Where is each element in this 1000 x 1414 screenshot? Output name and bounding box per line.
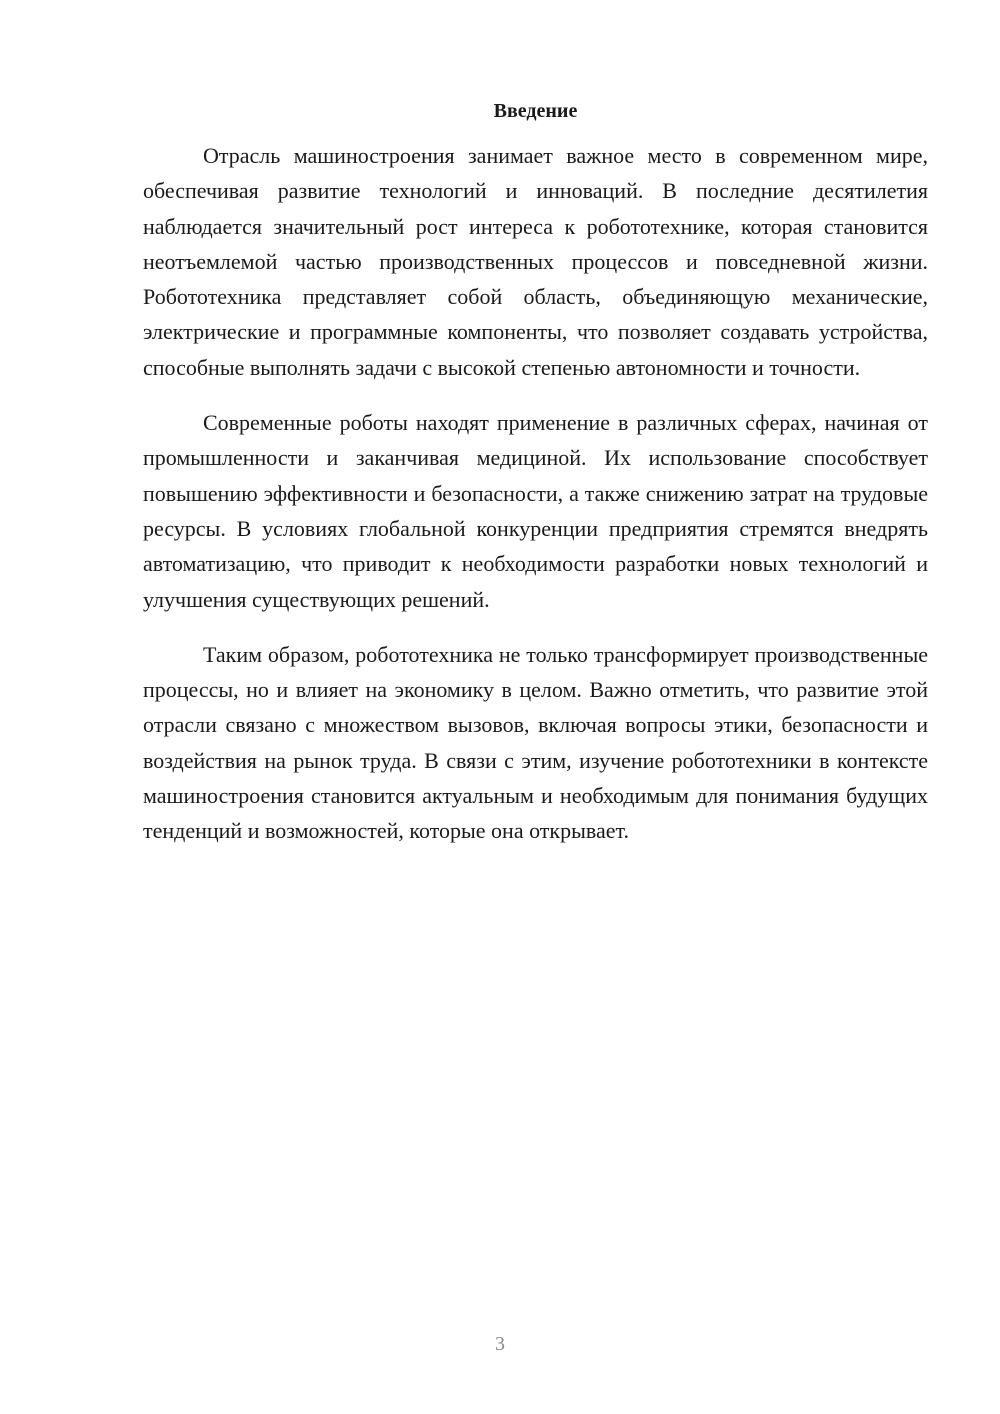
paragraph-1: Отрасль машиностроения занимает важное место в современном мире, обеспечивая развитие технологий и инноваций. В последние десятилетия наблюдается значительный рост интереса к робототехнике, которая становится неотъемлемой частью производственных процессов и повседневной жизни. Робототехника представляет собой область, объединяющую механические, электрические и программные компоненты, что позволяет создавать устройства, способные выполнять задачи с высокой степенью автономности и точности. xyxy=(143,143,928,380)
page-number: 3 xyxy=(495,1333,505,1355)
paragraph-2: Современные роботы находят применение в различных сферах, начиная от промышленности и заканчивая медициной. Их использование способствует повышению эффективности и безопасности, а также снижению затрат на трудовые ресурсы. В условиях глобальной конкуренции предприятия стремятся внедрять автоматизацию, что приводит к необходимости разработки новых технологий и улучшения существующих решений. xyxy=(143,410,928,612)
paragraph-3: Таким образом, робототехника не только трансформирует производственные процессы, но и влияет на экономику в целом. Важно отметить, что развитие этой отрасли связано с множеством вызовов, включая вопросы этики, безопасности и воздействия на рынок труда. В связи с этим, изучение робототехники в контексте машиностроения становится актуальным и необходимым для понимания будущих тенденций и возможностей, которые она открывает. xyxy=(143,641,928,844)
section-heading: Введение xyxy=(493,100,578,122)
page-content xyxy=(143,95,928,869)
